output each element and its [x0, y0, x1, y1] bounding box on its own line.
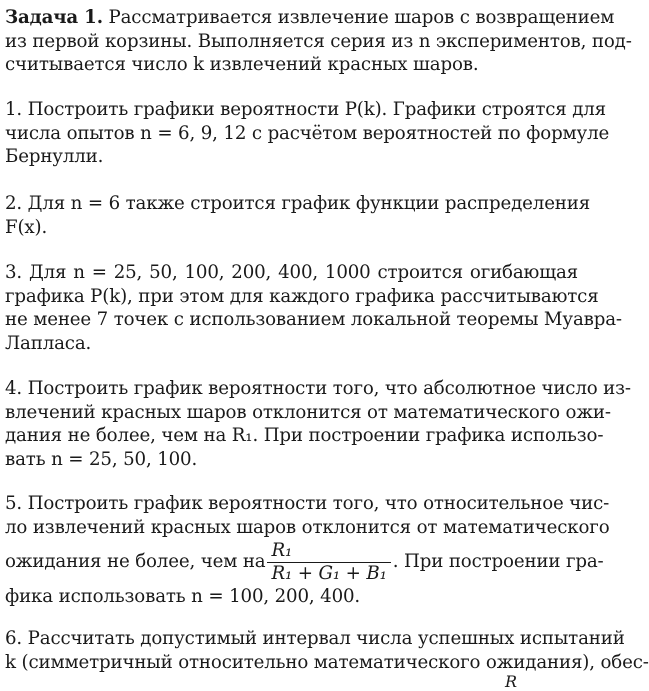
- item-3-line-2: графика P(k), при этом для каждого графика рассчитываются: [5, 285, 599, 307]
- item-3-line-3: не менее 7 точек с использованием локальной теоремы Муавра-: [5, 309, 622, 330]
- item-3: [5, 261, 622, 355]
- item-3-line-4: Лапласа.: [5, 332, 92, 354]
- item-6-line-2: k (симметричный относительно математического ожидания), обес-: [5, 651, 649, 673]
- task-intro-line-2: из первой корзины. Выполняется серия из n экспериментов, под-: [5, 30, 632, 52]
- item-5: [5, 492, 610, 609]
- item-2: [5, 192, 591, 239]
- item-1-line-3: Бернулли.: [5, 146, 104, 167]
- task-intro: [5, 6, 632, 77]
- item-3-line-1: 3. Для n = 25, 50, 100, 200, 400, 1000 строится огибающая: [5, 262, 578, 283]
- item-4-line-2: влечений красных шаров отклонится от математического ожи-: [5, 401, 611, 423]
- task-intro-line-3: считывается число k извлечений красных шаров.: [5, 54, 479, 75]
- item-1: [5, 98, 610, 169]
- item-5-line-4: фика использовать n = 100, 200, 400.: [5, 586, 361, 607]
- task-heading: Задача 1.: [5, 7, 103, 28]
- item-5-line-2: ло извлечений красных шаров отклонится от математического: [5, 516, 610, 538]
- item-4: [5, 377, 631, 471]
- ratio-fraction: [267, 540, 390, 585]
- item-4-line-1: 4. Построить график вероятности того, что абсолютное число из-: [5, 378, 631, 399]
- item-4-line-4: вать n = 25, 50, 100.: [5, 448, 198, 470]
- item-1-line-1: 1. Построить графики вероятности P(k). Графики строятся для: [5, 99, 607, 120]
- item-5-formula-line: ожидания не более, чем на $\frac{\text{R₁}}{\text{R₁ + G₁ + B₁}}$ . При построении гра-: [5, 539, 604, 584]
- item-2-line-1: 2. Для n = 6 также строится график функции распределения: [5, 193, 591, 214]
- task-intro-line-1: Задача 1. Рассматривается извлечение шаров с возвращением: [5, 7, 615, 28]
- fraction-numerator: R₁: [271, 539, 293, 561]
- item-4-line-3: дания не более, чем на R₁. При построении графика использо-: [5, 425, 604, 446]
- fraction-denominator: R₁ + G₁ + B₁: [267, 562, 390, 585]
- cut-off-glyph: R: [505, 672, 518, 691]
- item-1-line-2: числа опытов n = 6, 9, 12 с расчётом вероятностей по формуле: [5, 122, 610, 144]
- item-5-line-1: 5. Построить график вероятности того, что относительное чис-: [5, 493, 610, 514]
- item-2-line-2: F(x).: [5, 216, 48, 238]
- item-6: [5, 627, 649, 674]
- item-6-line-1: 6. Рассчитать допустимый интервал числа успешных испытаний: [5, 628, 625, 649]
